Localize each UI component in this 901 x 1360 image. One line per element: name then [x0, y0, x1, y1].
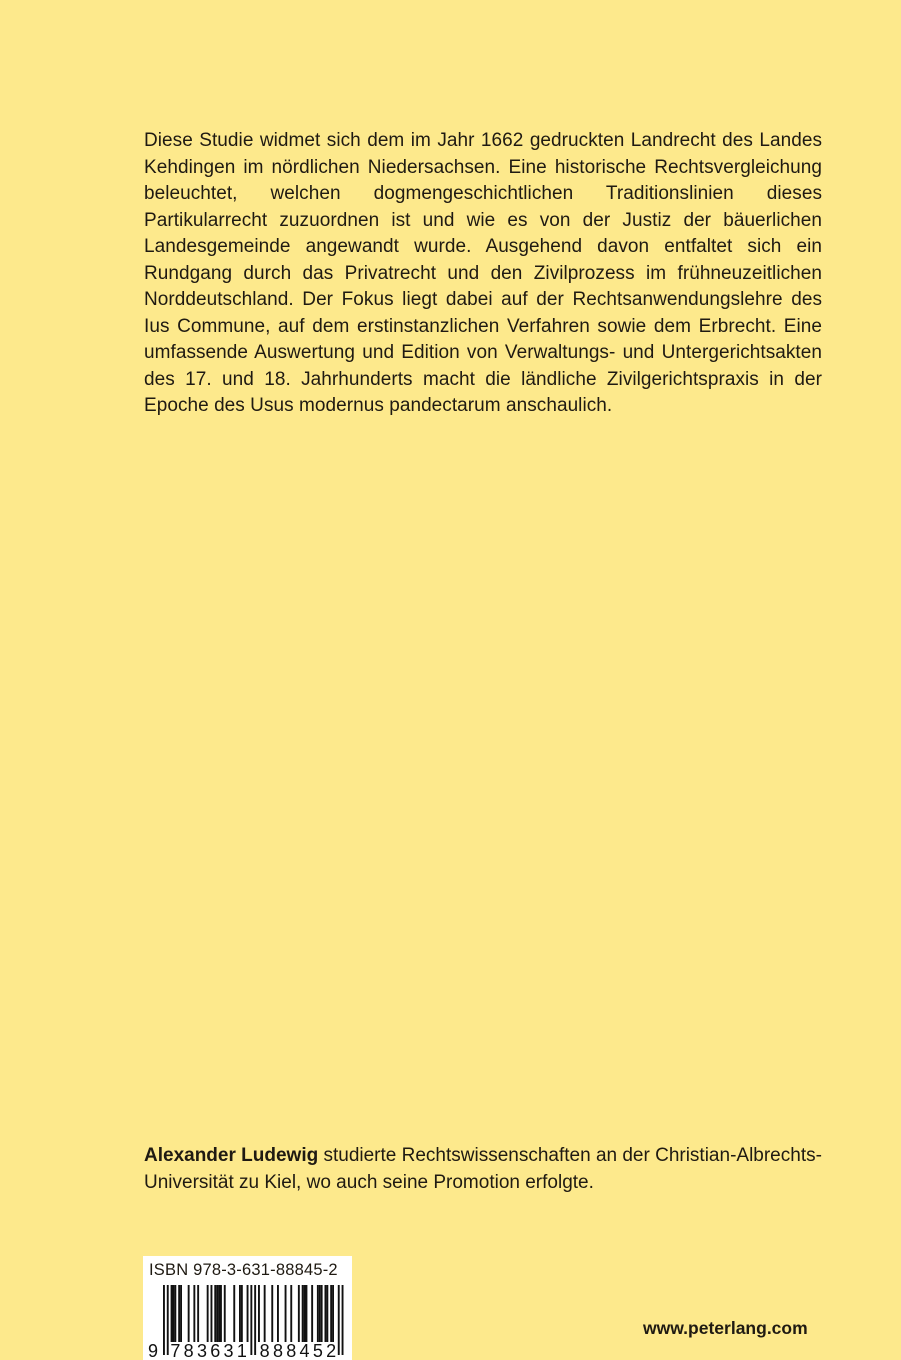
- barcode-digit: 5: [312, 1341, 323, 1360]
- barcode-bar: [241, 1285, 243, 1342]
- barcode-bar: [211, 1285, 213, 1342]
- barcode-bar: [218, 1285, 220, 1342]
- barcode-bar: [193, 1285, 195, 1342]
- barcode-bar: [173, 1285, 175, 1342]
- author-bio: [144, 1143, 834, 1196]
- barcode-digit: 8: [286, 1341, 297, 1360]
- barcode-bar: [250, 1285, 252, 1355]
- barcode-digit: 2: [326, 1341, 337, 1360]
- barcode-digit: 8: [259, 1341, 270, 1360]
- barcode-digit: 7: [170, 1341, 181, 1360]
- barcode-bar: [216, 1285, 218, 1342]
- back-cover-blurb: Diese Studie widmet sich dem im Jahr 1662 gedruckten Landrecht des Landes Kehdingen im nördlichen Niedersachsen. Eine historische Rechtsvergleichung beleuchtet, welchen dogmengeschichtlichen Traditionslinien dieses Partikularrecht zuzuordnen ist und wie es von der Justiz der bäuerlichen Landesgemeinde angewandt wurde. Ausgehend davon entfaltet sich ein Rundgang durch das Privatrecht und den Zivilprozess im frühneuzeitlichen Norddeutschland. Der Fokus liegt dabei auf der Rechtsanwendungslehre des Ius Commune, auf dem erstinstanzlichen Verfahren sowie dem Erbrecht. Eine umfassende Auswertung und Edition von Verwaltungs- und Untergerichtsakten des 17. und 18. Jahrhunderts macht die ländliche Zivilgerichtspraxis in der Epoche des Usus modernus pandectarum anschaulich.: [144, 130, 822, 416]
- barcode-bar: [285, 1285, 287, 1342]
- barcode-bar: [214, 1285, 216, 1342]
- barcode-digit: 8: [272, 1341, 283, 1360]
- barcode-bar: [163, 1285, 165, 1355]
- isbn-label: ISBN 978-3-631-88845-2: [149, 1261, 338, 1279]
- barcode-bar: [171, 1285, 173, 1342]
- barcode-digit: 4: [299, 1341, 310, 1360]
- barcode-digit: 9: [147, 1341, 159, 1360]
- barcode-bar: [197, 1285, 199, 1342]
- barcode-bar: [207, 1285, 209, 1342]
- author-name: Alexander Ludewig: [144, 1145, 319, 1166]
- barcode-bar: [258, 1285, 260, 1342]
- barcode-bar: [271, 1285, 273, 1342]
- barcode-bar: [178, 1285, 180, 1342]
- barcode-bar: [332, 1285, 334, 1342]
- author-bio-text: studierte Rechtswissenschaften an der Christian-Albrechts-Universität zu Kiel, wo auch seine Promotion erfolgte.: [144, 1145, 822, 1193]
- barcode-digit: 6: [210, 1341, 221, 1360]
- barcode-bar: [326, 1285, 328, 1342]
- barcode-bar: [302, 1285, 304, 1342]
- publisher-website: www.peterlang.com: [643, 1318, 808, 1338]
- barcode-digit: 1: [236, 1341, 247, 1360]
- barcode-bar: [167, 1285, 169, 1355]
- barcode-digit: 8: [183, 1341, 194, 1360]
- barcode-bar: [304, 1285, 306, 1342]
- barcode-bar: [174, 1285, 176, 1342]
- barcode-bar: [325, 1285, 327, 1342]
- barcode-bar: [224, 1285, 226, 1342]
- isbn-barcode-block: [143, 1256, 352, 1360]
- barcode-bar: [233, 1285, 235, 1342]
- barcode-bar: [277, 1285, 279, 1342]
- barcode-bar: [220, 1285, 222, 1342]
- barcode-bar: [298, 1285, 300, 1342]
- barcode-bar: [306, 1285, 308, 1342]
- barcode-bar: [180, 1285, 182, 1342]
- barcode-bar: [311, 1285, 313, 1342]
- barcode-bar: [188, 1285, 190, 1342]
- barcode: [143, 1283, 352, 1360]
- barcode-bar: [319, 1285, 321, 1342]
- barcode-bar: [317, 1285, 319, 1342]
- barcode-bar: [321, 1285, 323, 1342]
- barcode-bar: [338, 1285, 340, 1355]
- barcode-bar: [247, 1285, 249, 1342]
- barcode-bar: [330, 1285, 332, 1342]
- barcode-bar: [254, 1285, 256, 1355]
- barcode-digit: 3: [223, 1341, 234, 1360]
- barcode-bar: [239, 1285, 241, 1342]
- barcode-bar: [264, 1285, 266, 1342]
- barcode-bar: [342, 1285, 344, 1355]
- barcode-bar: [290, 1285, 292, 1342]
- barcode-digit: 3: [196, 1341, 207, 1360]
